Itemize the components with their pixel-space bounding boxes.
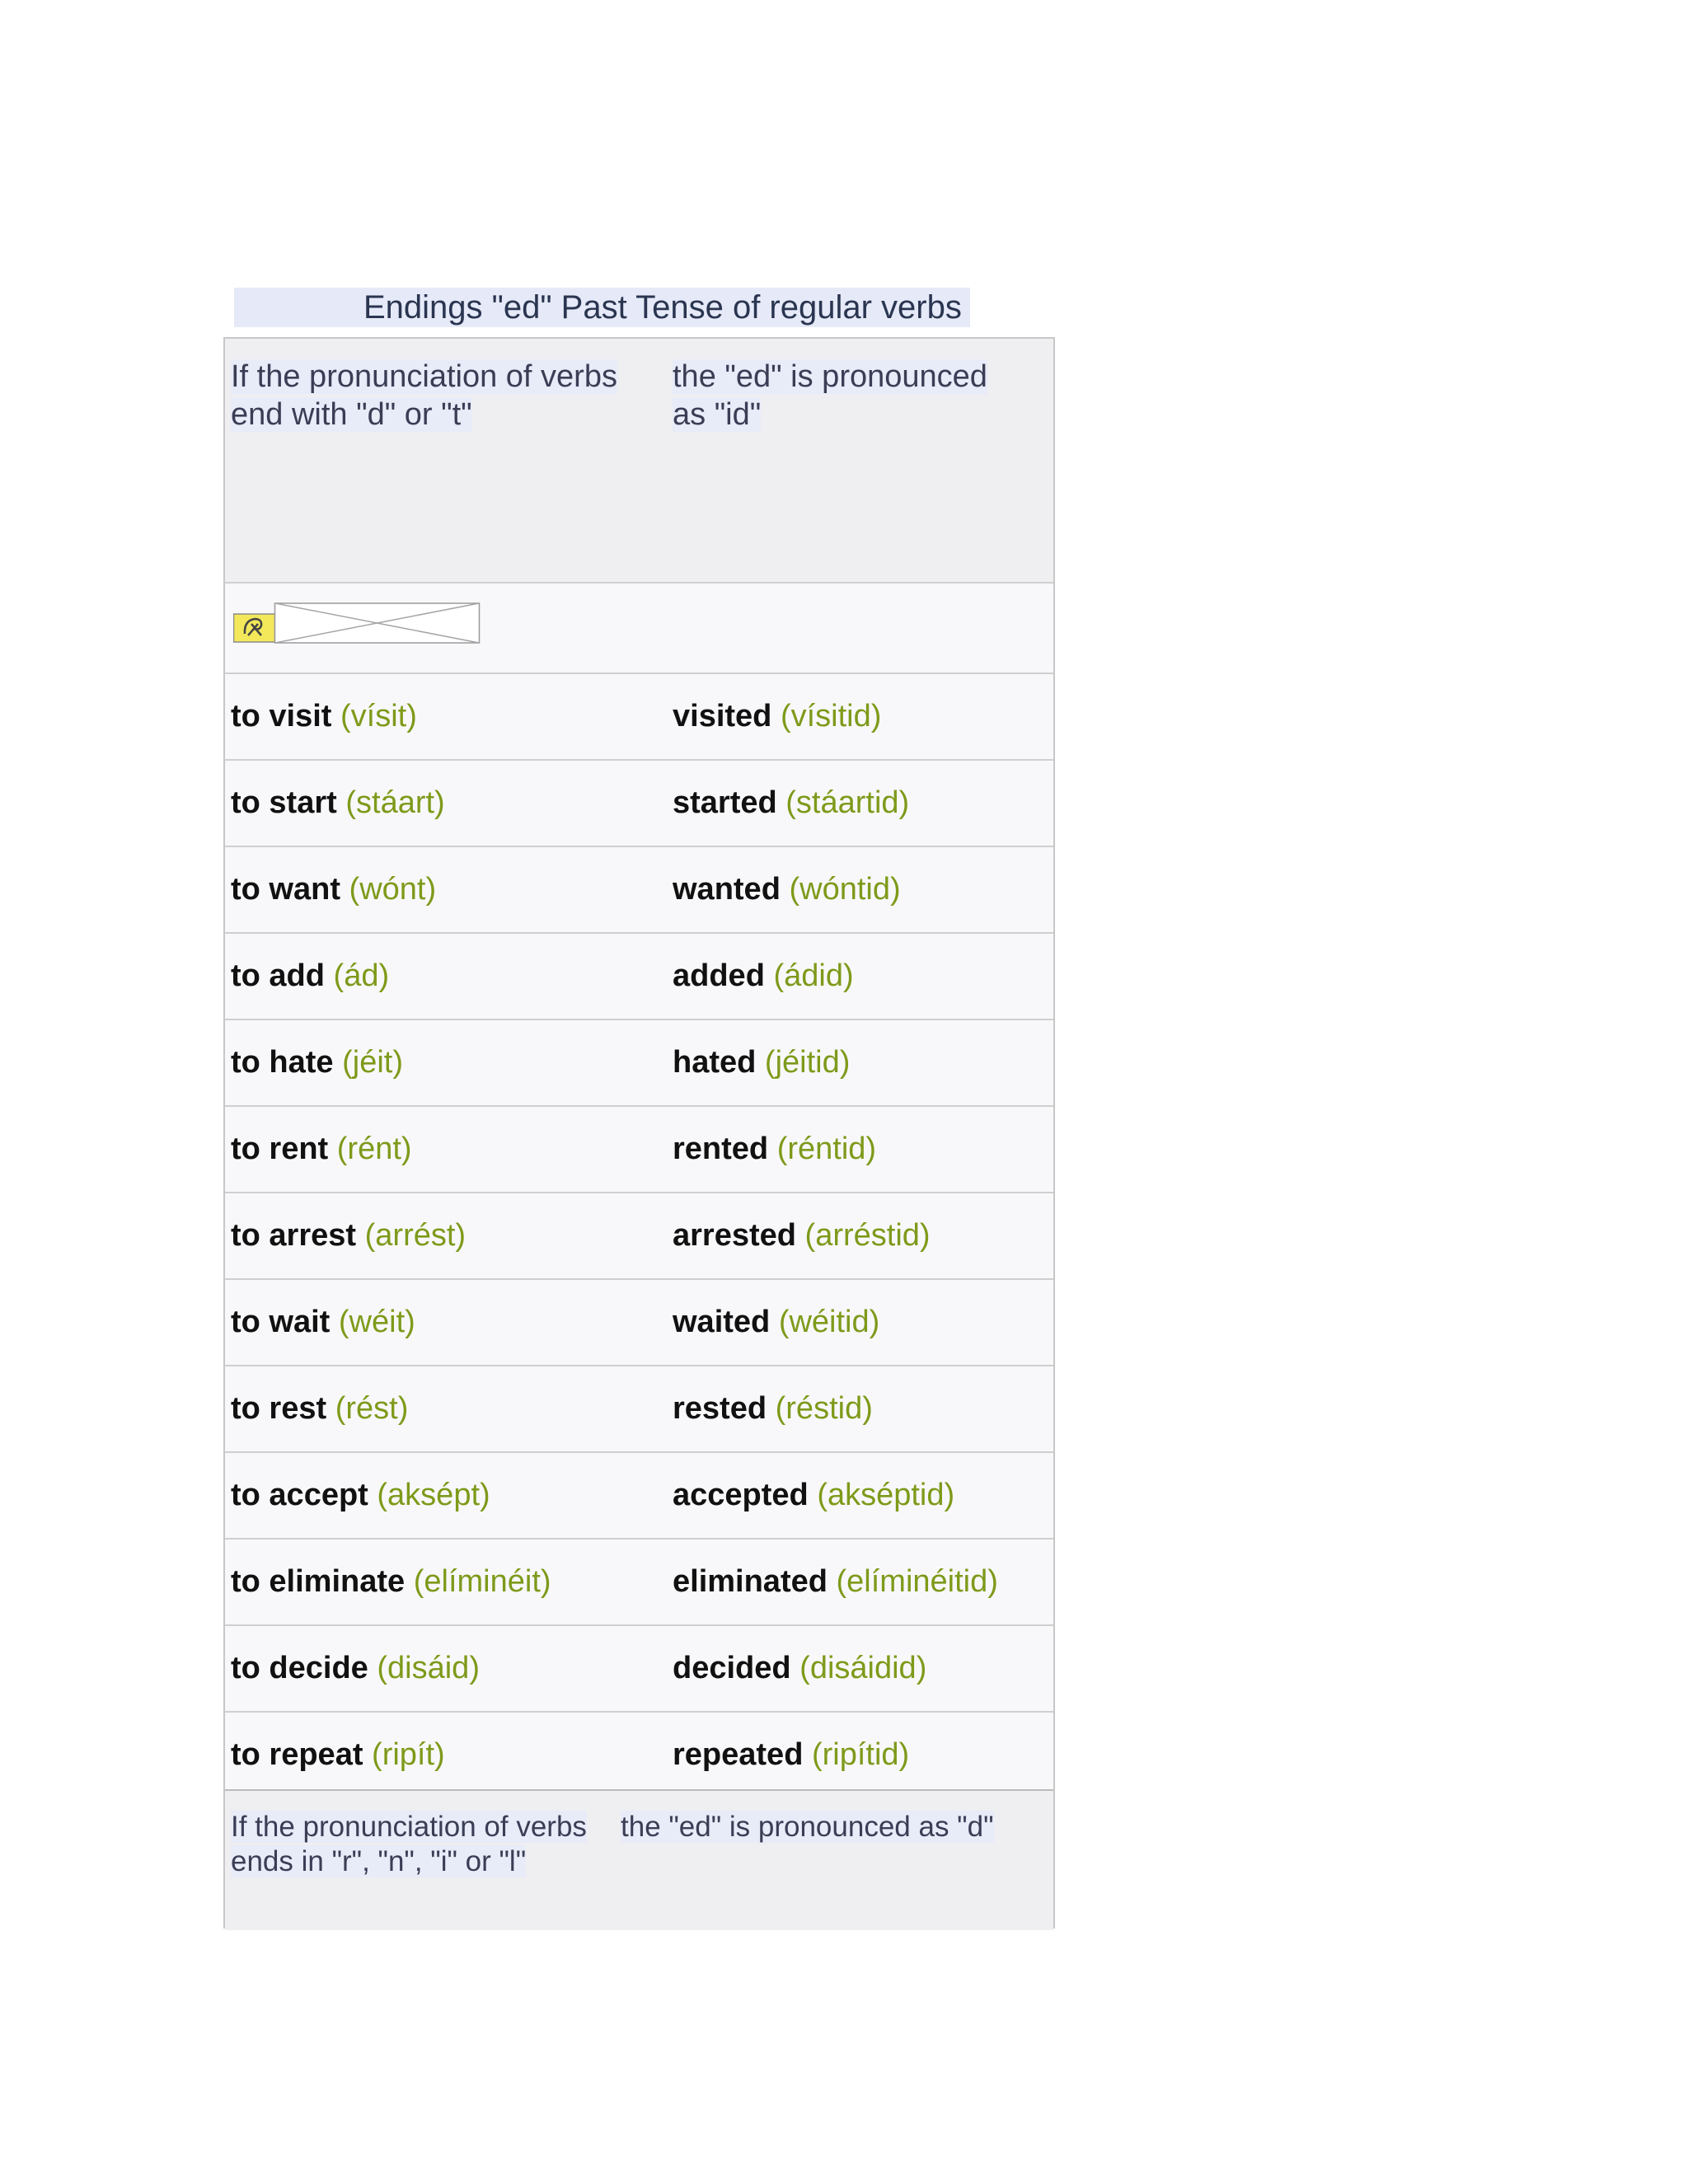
past-pronunciation: (akséptid) bbox=[817, 1478, 955, 1512]
past-verb: decided bbox=[673, 1651, 791, 1685]
header-right-line1: the "ed" is pronounced bbox=[673, 359, 987, 394]
base-verb: to accept bbox=[231, 1478, 368, 1512]
base-pronunciation: (aksépt) bbox=[377, 1478, 490, 1512]
past-verb: wanted bbox=[673, 872, 781, 907]
base-form-cell bbox=[231, 1563, 551, 1601]
past-form-cell bbox=[673, 1736, 909, 1774]
past-form-cell bbox=[673, 784, 909, 822]
base-verb: to hate bbox=[231, 1045, 334, 1080]
table-row bbox=[225, 674, 1053, 761]
header-left-line2: end with "d" or "t" bbox=[231, 397, 472, 432]
header-left-line1: If the pronunciation of verbs bbox=[231, 359, 617, 394]
past-form-cell bbox=[673, 1303, 879, 1341]
past-pronunciation: (stáartid) bbox=[785, 785, 910, 820]
past-verb: accepted bbox=[673, 1478, 809, 1512]
base-form-cell bbox=[231, 1736, 445, 1774]
footer-left-cell bbox=[231, 1810, 587, 1879]
past-pronunciation: (arréstid) bbox=[804, 1218, 931, 1253]
past-verb: waited bbox=[673, 1305, 771, 1339]
past-pronunciation: (ádid) bbox=[773, 958, 854, 993]
base-pronunciation: (wónt) bbox=[349, 872, 437, 907]
past-form-cell bbox=[673, 1476, 954, 1514]
base-form-cell bbox=[231, 1130, 412, 1168]
past-form-cell bbox=[673, 1390, 873, 1427]
past-form-cell bbox=[673, 1563, 998, 1601]
header-row bbox=[225, 339, 1053, 583]
past-pronunciation: (ripítid) bbox=[811, 1737, 910, 1772]
past-pronunciation: (wóntid) bbox=[789, 872, 901, 907]
past-form-cell bbox=[673, 1130, 876, 1168]
base-form-cell bbox=[231, 1476, 490, 1514]
past-verb: rested bbox=[673, 1391, 767, 1426]
base-verb: to arrest bbox=[231, 1218, 357, 1253]
verbs-table bbox=[223, 337, 1055, 1929]
base-pronunciation: (vísit) bbox=[340, 699, 417, 733]
base-form-cell bbox=[231, 1390, 408, 1427]
past-pronunciation: (wéitid) bbox=[778, 1305, 880, 1339]
base-pronunciation: (rént) bbox=[336, 1132, 412, 1166]
past-verb: added bbox=[673, 958, 765, 993]
broken-image-icon bbox=[233, 602, 481, 644]
past-verb: arrested bbox=[673, 1218, 796, 1253]
table-row bbox=[225, 1626, 1053, 1713]
base-verb: to want bbox=[231, 872, 340, 907]
past-pronunciation: (vísitid) bbox=[780, 699, 882, 733]
base-pronunciation: (arrést) bbox=[364, 1218, 467, 1253]
past-pronunciation: (réstid) bbox=[775, 1391, 873, 1426]
footer-right-line1: the "ed" is pronounced as "d" bbox=[621, 1811, 994, 1843]
base-form-cell bbox=[231, 870, 436, 908]
base-verb: to start bbox=[231, 785, 337, 820]
base-verb: to visit bbox=[231, 699, 332, 733]
base-pronunciation: (jéit) bbox=[342, 1045, 404, 1080]
footer-row bbox=[225, 1789, 1053, 1930]
base-verb: to eliminate bbox=[231, 1564, 406, 1599]
base-verb: to rest bbox=[231, 1391, 327, 1426]
base-verb: to wait bbox=[231, 1305, 331, 1339]
base-verb: to repeat bbox=[231, 1737, 363, 1772]
past-verb: hated bbox=[673, 1045, 757, 1080]
header-left-cell bbox=[231, 358, 617, 434]
footer-left-line2: ends in "r", "n", "i" or "l" bbox=[231, 1845, 527, 1877]
past-form-cell bbox=[673, 697, 881, 735]
base-form-cell bbox=[231, 1303, 415, 1341]
base-pronunciation: (elíminéit) bbox=[413, 1564, 551, 1599]
past-form-cell bbox=[673, 1216, 931, 1254]
past-form-cell bbox=[673, 1043, 850, 1081]
base-pronunciation: (stáart) bbox=[345, 785, 445, 820]
table-row bbox=[225, 847, 1053, 934]
past-verb: rented bbox=[673, 1132, 769, 1166]
past-pronunciation: (réntid) bbox=[776, 1132, 877, 1166]
past-form-cell bbox=[673, 870, 901, 908]
footer-right-cell bbox=[621, 1810, 994, 1844]
header-right-line2: as "id" bbox=[673, 397, 762, 432]
base-verb: to decide bbox=[231, 1651, 368, 1685]
past-pronunciation: (disáidid) bbox=[799, 1651, 927, 1685]
table-row bbox=[225, 1540, 1053, 1626]
base-pronunciation: (ád) bbox=[333, 958, 390, 993]
base-pronunciation: (ripít) bbox=[372, 1737, 445, 1772]
past-pronunciation: (elíminéitid) bbox=[836, 1564, 998, 1599]
footer-left-line1: If the pronunciation of verbs bbox=[231, 1811, 587, 1843]
header-right-cell bbox=[673, 358, 987, 434]
table-row bbox=[225, 1193, 1053, 1280]
table-row bbox=[225, 1020, 1053, 1107]
past-form-cell bbox=[673, 957, 854, 995]
past-pronunciation: (jéitid) bbox=[764, 1045, 851, 1080]
table-row bbox=[225, 1280, 1053, 1366]
table-row bbox=[225, 934, 1053, 1020]
base-form-cell bbox=[231, 1649, 480, 1687]
past-verb: visited bbox=[673, 699, 772, 733]
past-verb: started bbox=[673, 785, 777, 820]
base-form-cell bbox=[231, 957, 389, 995]
table-row bbox=[225, 1366, 1053, 1453]
past-verb: eliminated bbox=[673, 1564, 828, 1599]
table-row bbox=[225, 1713, 1053, 1799]
base-form-cell bbox=[231, 1216, 466, 1254]
base-pronunciation: (wéit) bbox=[338, 1305, 415, 1339]
base-pronunciation: (disáid) bbox=[377, 1651, 480, 1685]
base-form-cell bbox=[231, 697, 417, 735]
table-row bbox=[225, 1453, 1053, 1540]
table-row bbox=[225, 1107, 1053, 1193]
image-row bbox=[225, 583, 1053, 674]
table-caption: Endings "ed" Past Tense of regular verbs bbox=[234, 288, 970, 327]
base-pronunciation: (rést) bbox=[335, 1391, 409, 1426]
base-verb: to add bbox=[231, 958, 325, 993]
base-verb: to rent bbox=[231, 1132, 329, 1166]
base-form-cell bbox=[231, 1043, 403, 1081]
base-form-cell bbox=[231, 784, 445, 822]
table-row bbox=[225, 761, 1053, 847]
past-form-cell bbox=[673, 1649, 926, 1687]
past-verb: repeated bbox=[673, 1737, 804, 1772]
